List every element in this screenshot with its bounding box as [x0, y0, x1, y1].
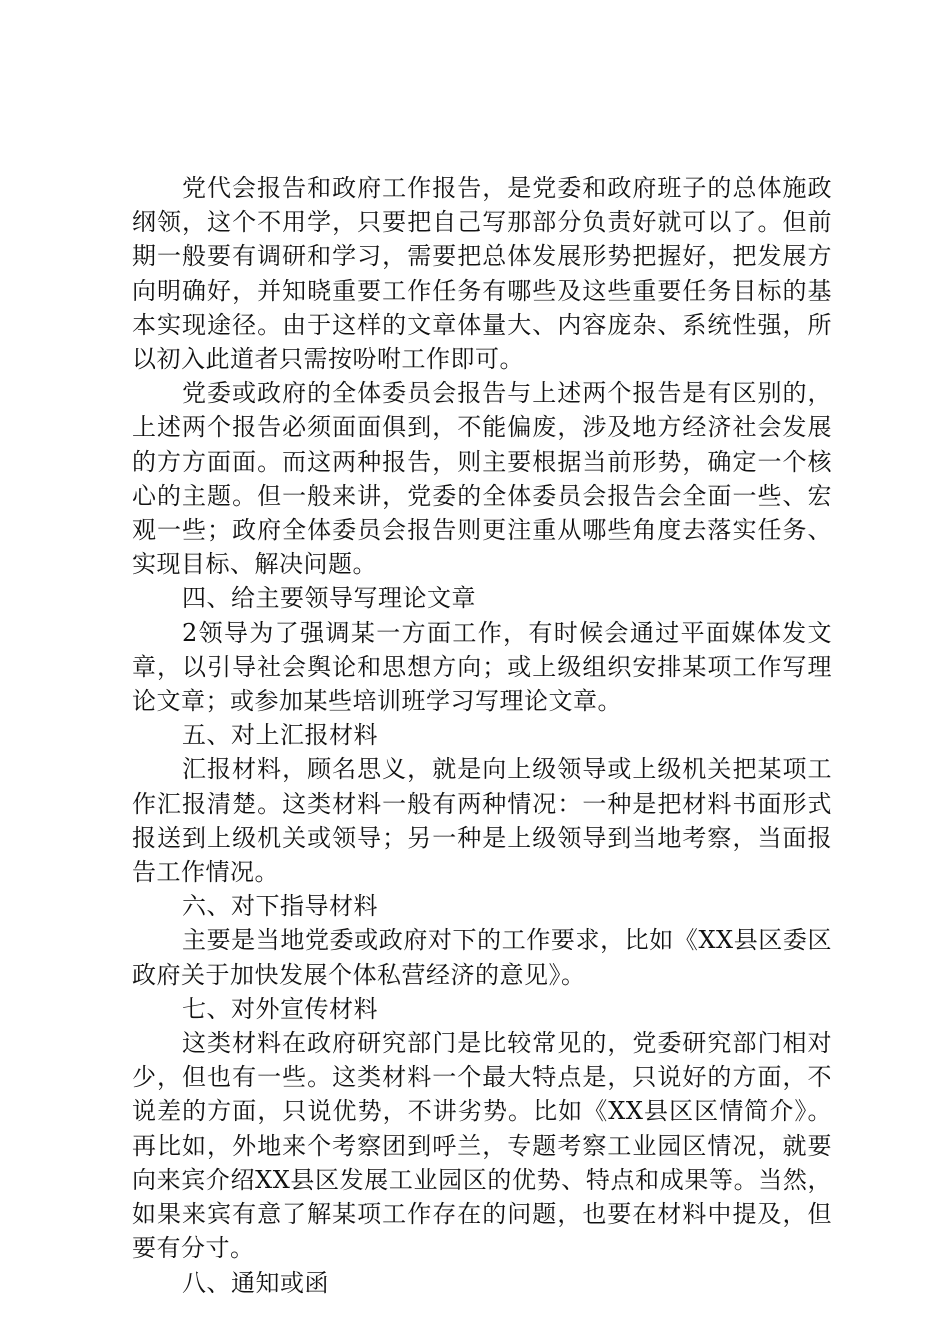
paragraph-publicity: 这类材料在政府研究部门是比较常见的，党委研究部门相对少，但也有一些。这类材料一个最大特点是，只说好的方面，不说差的方面，只说优势，不讲劣势。比如《XX县区区情简介》。再比如，外地来个考察团到呼兰，专题考察工业园区情况，就要向来宾介绍XX县区发展工业园区的优势、特点和成果等。当然，如果来宾有意了解某项工作存在的问题，也要在材料中提及，但要有分寸。: [132, 1029, 832, 1263]
paragraph-theory-articles: 2领导为了强调某一方面工作，有时候会通过平面媒体发文章，以引导社会舆论和思想方向；或上级组织安排某项工作写理论文章；或参加某些培训班学习写理论文章。: [132, 618, 832, 716]
paragraph-upward-report: 汇报材料，顾名思义，就是向上级领导或上级机关把某项工作汇报清楚。这类材料一般有两种情况：一种是把材料书面形式报送到上级机关或领导；另一种是上级领导到当地考察，当面报告工作情况。: [132, 755, 832, 887]
paragraph-committee-report: 党委或政府的全体委员会报告与上述两个报告是有区别的，上述两个报告必须面面俱到，不能偏废，涉及地方经济社会发展的方方面面。而这两种报告，则主要根据当前形势，确定一个核心的主题。但一般来讲，党委的全体委员会报告会全面一些、宏观一些；政府全体委员会报告则更注重从哪些角度去落实任务、实现目标、解决问题。: [132, 379, 832, 579]
section-heading-theory-articles: 四、给主要领导写理论文章: [182, 584, 476, 613]
section-heading-downward-guidance: 六、对下指导材料: [182, 892, 378, 921]
document-body: [132, 171, 832, 1300]
section-heading-notice: 八、通知或函: [182, 1268, 329, 1297]
paragraph-report-overview: 党代会报告和政府工作报告，是党委和政府班子的总体施政纲领，这个不用学，只要把自己写那部分负责好就可以了。但前期一般要有调研和学习，需要把总体发展形势把握好，把发展方向明确好，并知晓重要工作任务有哪些及这些重要任务目标的基本实现途径。由于这样的文章体量大、内容庞杂、系统性强，所以初入此道者只需按吩咐工作即可。: [132, 174, 832, 374]
section-heading-publicity: 七、对外宣传材料: [182, 994, 378, 1023]
paragraph-downward-guidance: 主要是当地党委或政府对下的工作要求，比如《XX县区委区政府关于加快发展个体私营经济的意见》。: [132, 926, 832, 989]
section-heading-upward-report: 五、对上汇报材料: [182, 721, 378, 750]
